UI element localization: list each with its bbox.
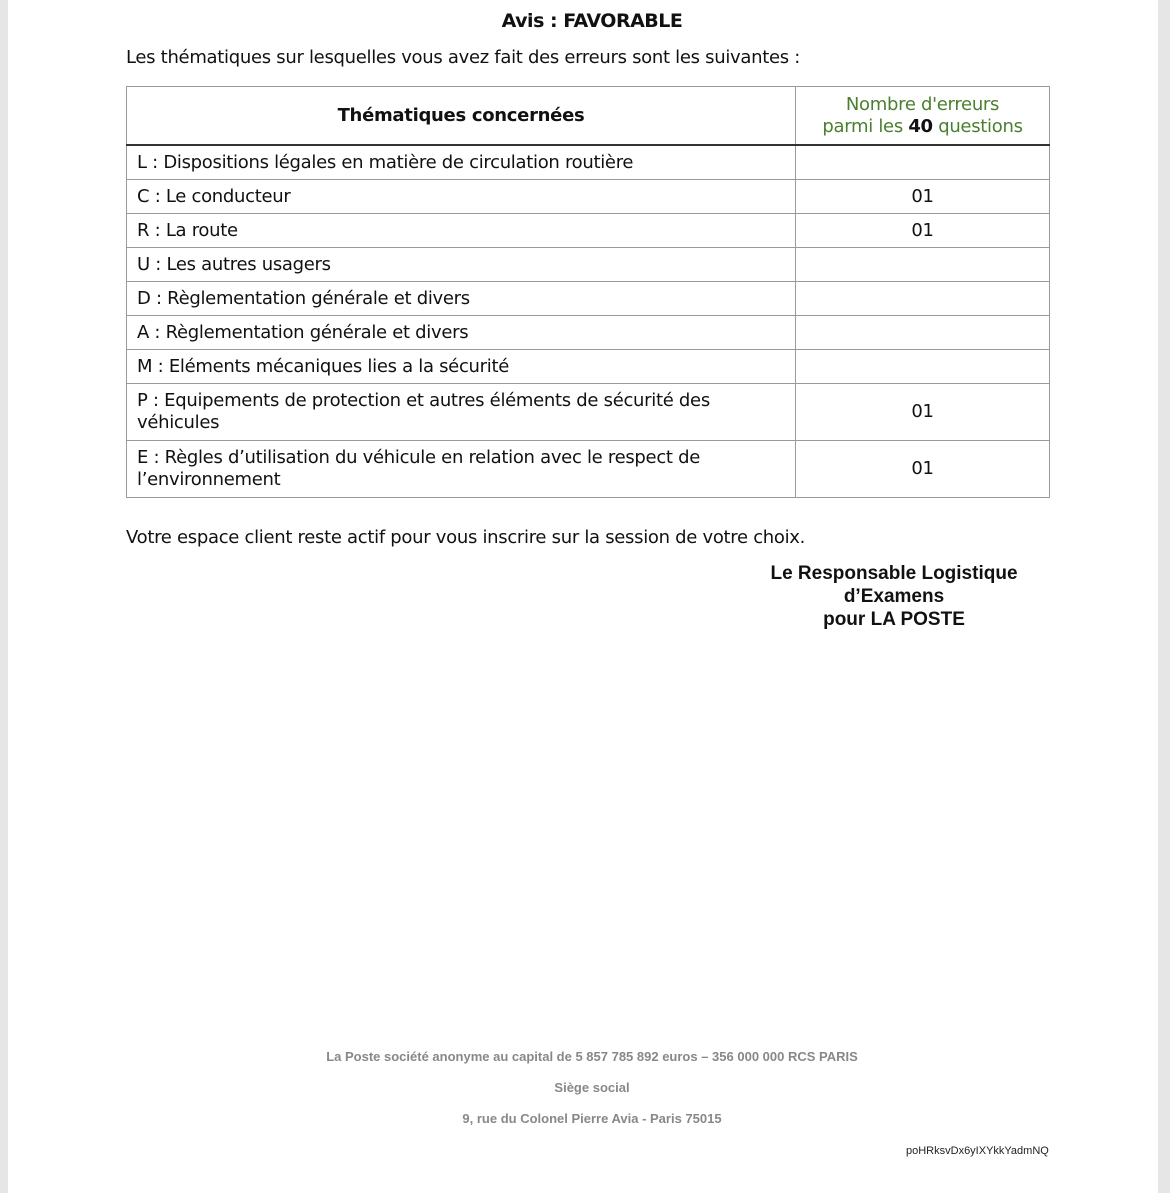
header-count-mid: parmi les <box>822 115 909 137</box>
page-title: Avis : FAVORABLE <box>501 10 683 32</box>
reference-code: poHRksvDx6yIXYkkYadmNQ <box>906 1145 1049 1157</box>
table-row <box>127 282 1050 316</box>
row-theme: C : Le conducteur <box>127 180 796 214</box>
row-count <box>796 145 1050 180</box>
row-count: 01 <box>796 214 1050 248</box>
table-row <box>127 316 1050 350</box>
footer-headquarters-label: Siège social <box>554 1080 630 1095</box>
header-count-line1: Nombre d'erreurs <box>845 93 1000 115</box>
table-row <box>127 145 1050 180</box>
row-theme: U : Les autres usagers <box>127 248 796 282</box>
table-row <box>127 350 1050 384</box>
outro-text: Votre espace client reste actif pour vous inscrire sur la session de votre choix. <box>126 527 806 548</box>
table-row <box>127 248 1050 282</box>
table-row <box>127 441 1050 498</box>
row-count: 01 <box>796 441 1050 498</box>
table-header-row <box>127 87 1050 146</box>
row-theme: A : Règlementation générale et divers <box>127 316 796 350</box>
document-page <box>8 0 1158 1193</box>
signature-line-3: pour LA POSTE <box>823 609 965 630</box>
intro-text: Les thématiques sur lesquelles vous avez fait des erreurs sont les suivantes : <box>126 47 801 68</box>
table-row <box>127 214 1050 248</box>
footer-legal: La Poste société anonyme au capital de 5 857 785 892 euros – 356 000 000 RCS PARIS <box>326 1049 858 1064</box>
table-row <box>127 180 1050 214</box>
header-count-suffix: questions <box>932 115 1023 137</box>
signature-line-1: Le Responsable Logistique <box>770 563 1018 584</box>
row-count <box>796 350 1050 384</box>
header-theme: Thématiques concernées <box>127 87 796 146</box>
signature-block <box>738 562 1050 631</box>
row-count <box>796 282 1050 316</box>
row-theme: L : Dispositions légales en matière de circulation routière <box>127 145 796 180</box>
signature-line-2: d’Examens <box>843 586 945 607</box>
errors-table <box>126 86 1050 498</box>
row-theme: R : La route <box>127 214 796 248</box>
row-theme: M : Eléments mécaniques lies a la sécurité <box>127 350 796 384</box>
row-count <box>796 316 1050 350</box>
header-count <box>796 87 1050 146</box>
row-theme: D : Règlementation générale et divers <box>127 282 796 316</box>
row-count: 01 <box>796 180 1050 214</box>
row-theme: E : Règles d’utilisation du véhicule en relation avec le respect de l’environnement <box>127 441 796 498</box>
footer-address: 9, rue du Colonel Pierre Avia - Paris 75015 <box>462 1111 722 1126</box>
header-count-number: 40 <box>908 115 933 137</box>
row-count: 01 <box>796 384 1050 441</box>
row-theme: P : Equipements de protection et autres éléments de sécurité des véhicules <box>127 384 796 441</box>
row-count <box>796 248 1050 282</box>
table-row <box>127 384 1050 441</box>
